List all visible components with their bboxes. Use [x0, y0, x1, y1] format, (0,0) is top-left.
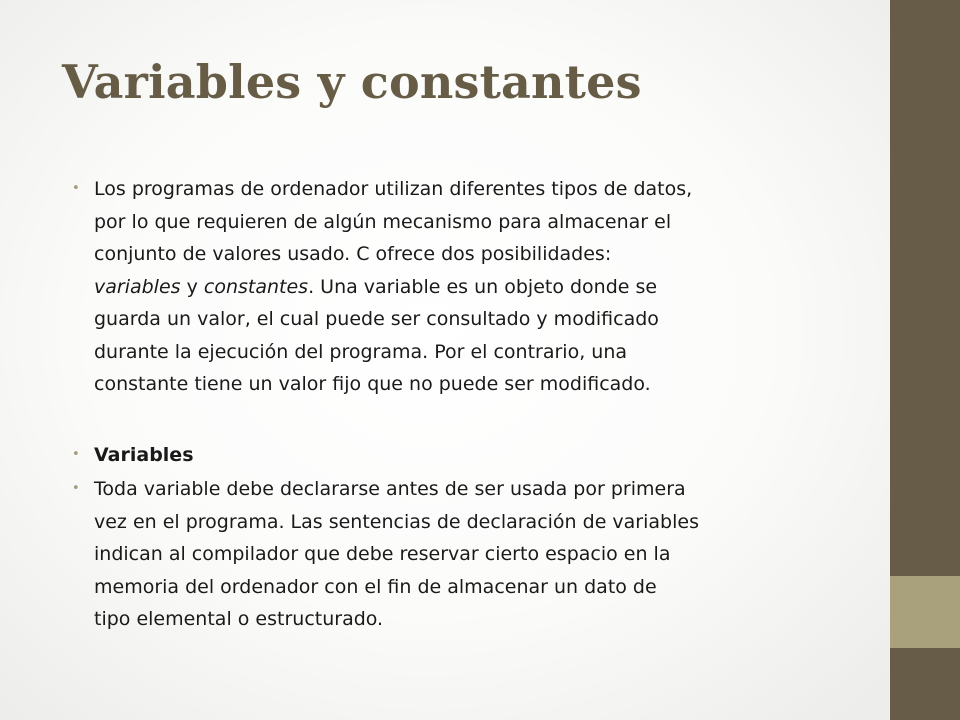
text-line — [94, 538, 872, 571]
bullet-marker: • — [72, 181, 80, 196]
text-line — [94, 603, 872, 636]
sidebar-band-middle — [890, 576, 960, 648]
text-span: . Una variable es un objeto donde se — [308, 275, 658, 298]
text-line — [94, 571, 872, 604]
text-line — [94, 173, 872, 206]
text-span: Toda variable debe declararse antes de ser usada por primera — [94, 478, 686, 500]
bullet-marker: • — [72, 446, 80, 462]
text-line — [94, 271, 872, 304]
decorative-sidebar — [890, 0, 960, 720]
text-span: vez en el programa. Las sentencias de declaración de variables — [94, 510, 699, 533]
text-line — [94, 368, 872, 401]
text-line — [94, 206, 872, 239]
text-span: y — [180, 275, 204, 298]
text-line — [94, 336, 872, 369]
text-span: durante la ejecución del programa. Por el contrario, una — [94, 340, 628, 363]
text-span: indican al compilador que debe reservar cierto espacio en la — [94, 543, 671, 565]
text-line — [94, 238, 872, 271]
text-span: constante tiene un valor fijo que no puede ser modificado. — [94, 373, 651, 395]
bullet-item-intro — [72, 173, 872, 401]
text-line — [94, 473, 872, 506]
slide-body — [72, 173, 872, 636]
bullet-marker: • — [72, 481, 80, 496]
slide-title: Variables y constantes — [62, 55, 642, 109]
term-variables: variables — [94, 275, 181, 298]
text-span: Variables — [94, 443, 194, 466]
text-line — [94, 303, 872, 336]
text-span: por lo que requieren de algún mecanismo para almacenar el — [94, 210, 672, 233]
text-span: memoria del ordenador con el fin de almacenar un dato de — [94, 575, 657, 598]
text-line — [94, 506, 872, 539]
text-span: Los programas de ordenador utilizan diferentes tipos de datos, — [94, 178, 693, 200]
bullet-item-declaration — [72, 473, 872, 636]
bullet-item-variables-heading — [72, 439, 872, 472]
term-constantes: constantes — [203, 275, 309, 298]
text-span: conjunto de valores usado. C ofrece dos posibilidades: — [94, 243, 612, 265]
section-heading-variables — [94, 439, 872, 472]
text-span: guarda un valor, el cual puede ser consultado y modificado — [94, 308, 659, 330]
text-span: tipo elemental o estructurado. — [94, 608, 384, 630]
sidebar-band-bottom — [890, 648, 960, 720]
sidebar-band-top — [890, 0, 960, 576]
